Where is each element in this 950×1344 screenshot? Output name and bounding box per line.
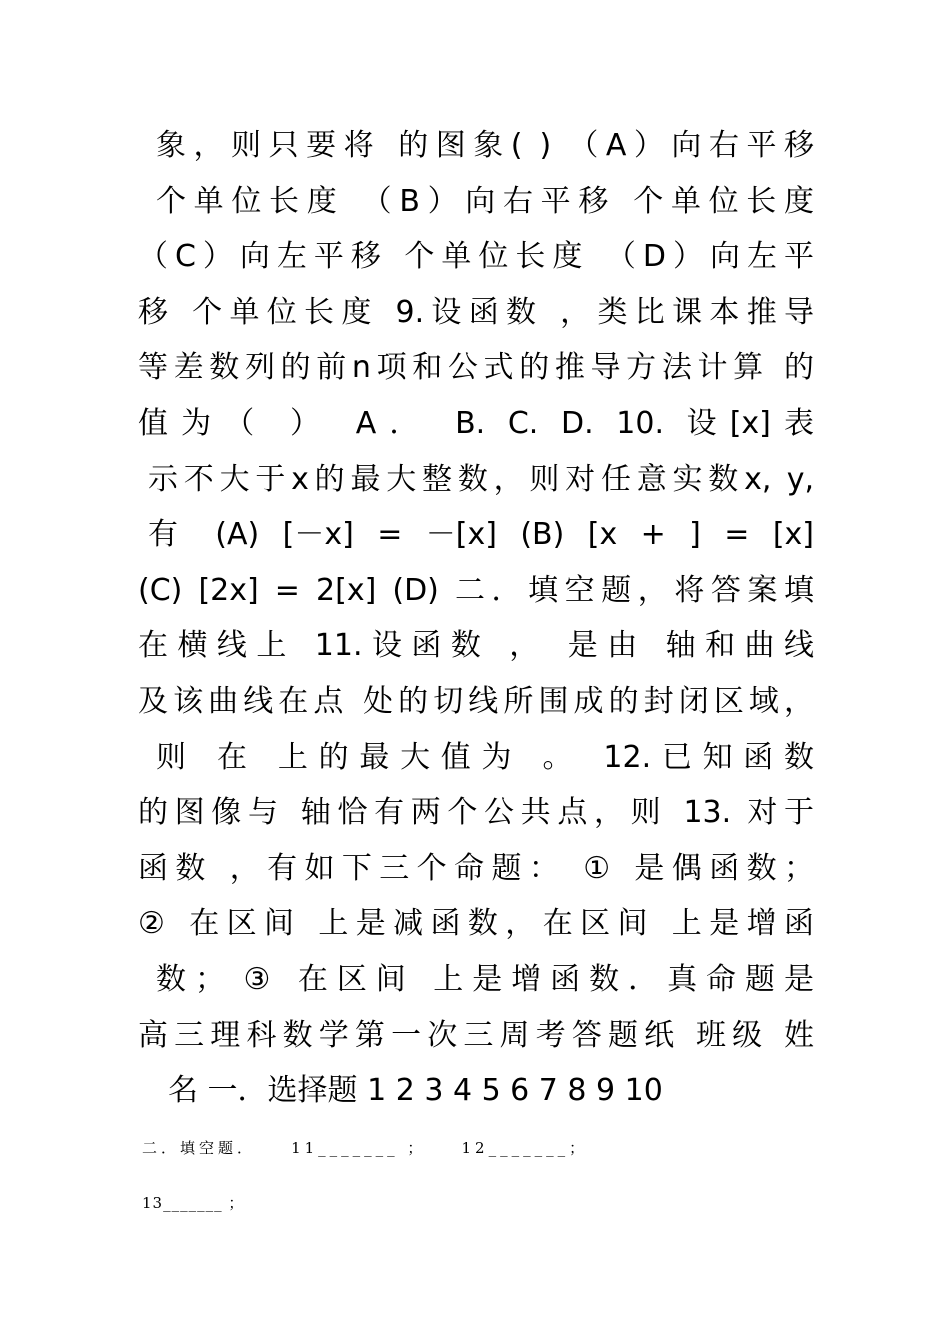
text-line: 高三理科数学第一次三周考答题纸 班级 姓 (138, 1017, 814, 1053)
fill-blank-answer-line: 二．填空题． 11_______ ； 12_______； (142, 1139, 589, 1157)
text-line: (C) [2x] = 2[x] (D) 二．填空题，将答案填 (138, 572, 814, 608)
text-line: ② 在区间 上是减函数，在区间 上是增函 (138, 906, 814, 942)
text-line: 的图像与 轴恰有两个公共点，则 13. 对于 (138, 795, 814, 831)
text-line: 个单位长度 （B）向右平移 个单位长度 (156, 183, 814, 219)
text-line: 函数 ，有如下三个命题： ① 是偶函数； (138, 850, 814, 886)
text-line: 移 个单位长度 9.设函数 ，类比课本推导 (138, 294, 814, 330)
document-body (138, 118, 814, 1119)
text-line: 象，则只要将 的图象( ) （A）向右平移 (156, 128, 814, 163)
text-line: 有 (A) [－x] = －[x] (B) [x + ] = [x] (148, 517, 814, 553)
text-line: 数； ③ 在区间 上是增函数．真命题是 (156, 961, 814, 997)
fill-blank-answer-line: 13_______ ； (142, 1194, 245, 1212)
text-line: （C）向左平移 个单位长度 （D）向左平 (138, 239, 814, 275)
text-line: 示不大于x的最大整数，则对任意实数x, y, (148, 461, 814, 497)
text-line: 值为（ ） A． B. C. D. 10. 设[x]表 (138, 405, 814, 441)
text-line: 则 在 上的最大值为 。 12.已知函数 (156, 739, 814, 775)
text-line: 名 一．选择题 1 2 3 4 5 6 7 8 9 10 (168, 1073, 663, 1109)
text-line: 在横线上 11.设函数 ， 是由 轴和曲线 (138, 628, 814, 664)
text-line: 及该曲线在点 处的切线所围成的封闭区域， (138, 683, 814, 719)
text-line: 等差数列的前n项和公式的推导方法计算 的 (138, 350, 814, 386)
